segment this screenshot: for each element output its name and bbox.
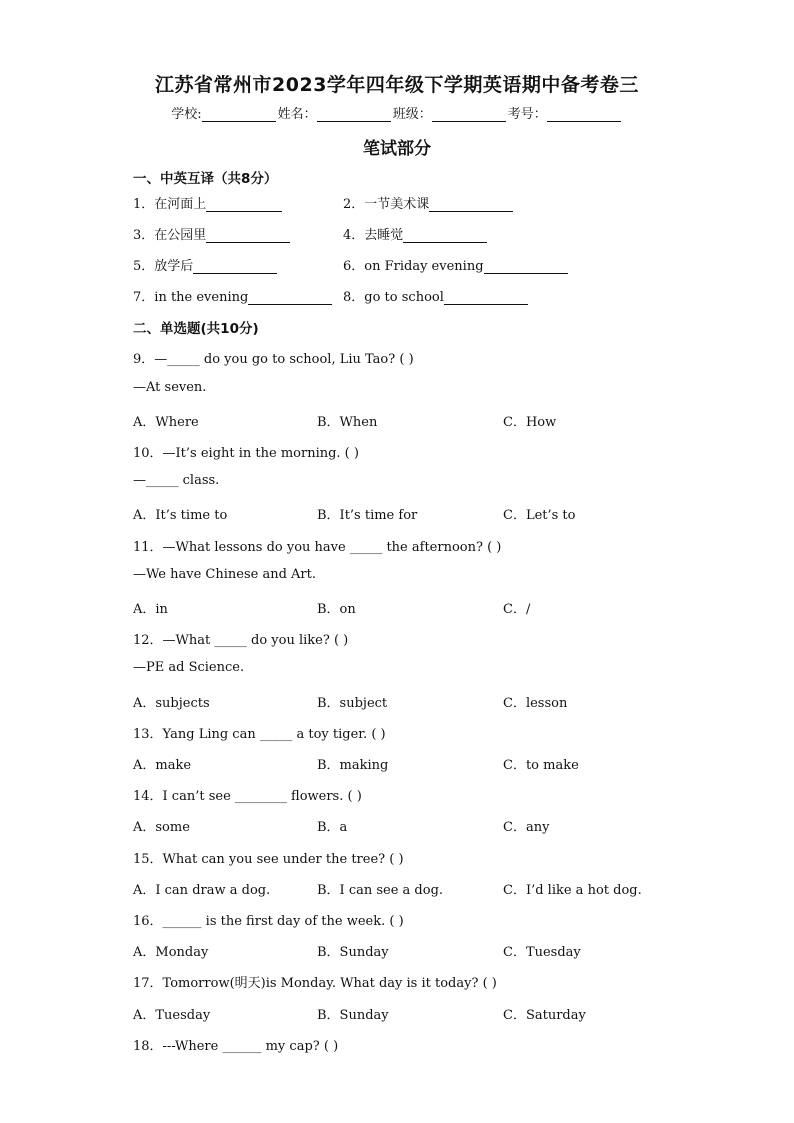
question-11-answer-line: —We have Chinese and Art.: [133, 567, 316, 582]
name-blank[interactable]: [317, 107, 391, 122]
q17-option-b[interactable]: B．Sunday: [317, 1008, 389, 1023]
answer-blank[interactable]: [206, 198, 282, 212]
answer-blank[interactable]: [248, 291, 332, 305]
student-info-line: [0, 103, 794, 122]
q13-option-a[interactable]: A．make: [133, 758, 192, 773]
q11-option-a[interactable]: A．in: [133, 602, 168, 617]
q17-option-c[interactable]: C．Saturday: [503, 1008, 586, 1023]
question-10: 10．—It’s eight in the morning. ( ): [133, 446, 359, 461]
question-16: 16．______ is the first day of the week. ( ): [133, 914, 404, 929]
translate-item-2: 2．一节美术课: [343, 193, 513, 212]
q15-option-a[interactable]: A．I can draw a dog.: [133, 883, 271, 898]
question-12-answer-line: —PE ad Science.: [133, 660, 245, 675]
question-9: 9．—_____ do you go to school, Liu Tao? ( ): [133, 352, 414, 367]
q16-option-b[interactable]: B．Sunday: [317, 945, 389, 960]
q9-option-a[interactable]: A．Where: [133, 415, 199, 430]
translate-item-3: 3．在公园里: [133, 224, 290, 243]
q12-option-a[interactable]: A．subjects: [133, 696, 210, 711]
question-14: 14．I can’t see ________ flowers. ( ): [133, 789, 362, 804]
translate-item-7: 7．in the evening: [133, 286, 332, 305]
answer-blank[interactable]: [484, 260, 568, 274]
question-12: 12．—What _____ do you like? ( ): [133, 633, 349, 648]
q15-option-b[interactable]: B．I can see a dog.: [317, 883, 444, 898]
answer-blank[interactable]: [444, 291, 528, 305]
q15-option-c[interactable]: C．I’d like a hot dog.: [503, 883, 642, 898]
translate-item-6: 6．on Friday evening: [343, 255, 568, 274]
answer-blank[interactable]: [206, 229, 290, 243]
question-9-answer-line: —At seven.: [133, 380, 207, 395]
q10-option-a[interactable]: A．It’s time to: [133, 508, 228, 523]
translate-item-8: 8．go to school: [343, 286, 528, 305]
q13-option-c[interactable]: C．to make: [503, 758, 579, 773]
q11-option-b[interactable]: B．on: [317, 602, 356, 617]
q10-option-c[interactable]: C．Let’s to: [503, 508, 576, 523]
number-label: 考号：: [507, 107, 547, 122]
number-blank[interactable]: [547, 107, 621, 122]
q9-option-b[interactable]: B．When: [317, 415, 378, 430]
question-18: 18．---Where ______ my cap? ( ): [133, 1039, 339, 1054]
q14-option-b[interactable]: B．a: [317, 820, 348, 835]
section2-heading: 二、单选题(共10分): [133, 321, 259, 337]
q16-option-a[interactable]: A．Monday: [133, 945, 209, 960]
q12-option-b[interactable]: B．subject: [317, 696, 388, 711]
q10-option-b[interactable]: B．It’s time for: [317, 508, 418, 523]
translate-item-1: 1．在河面上: [133, 193, 282, 212]
translate-item-4: 4．去睡觉: [343, 224, 487, 243]
q16-option-c[interactable]: C．Tuesday: [503, 945, 581, 960]
question-13: 13．Yang Ling can _____ a toy tiger. ( ): [133, 727, 386, 742]
q9-option-c[interactable]: C．How: [503, 415, 557, 430]
q12-option-c[interactable]: C．lesson: [503, 696, 568, 711]
school-blank[interactable]: [202, 107, 276, 122]
question-11: 11．—What lessons do you have _____ the afternoon? ( ): [133, 540, 502, 555]
q14-option-a[interactable]: A．some: [133, 820, 190, 835]
name-label: 姓名：: [277, 107, 317, 122]
class-blank[interactable]: [432, 107, 506, 122]
question-17: 17．Tomorrow(明天)is Monday. What day is it today? ( ): [133, 976, 497, 991]
section-subtitle: 笔试部分: [363, 139, 431, 159]
question-10-answer-line: —_____ class.: [133, 473, 220, 488]
q17-option-a[interactable]: A．Tuesday: [133, 1008, 211, 1023]
school-label: 学校:: [171, 107, 202, 122]
question-15: 15．What can you see under the tree? ( ): [133, 852, 404, 867]
q14-option-c[interactable]: C．any: [503, 820, 550, 835]
answer-blank[interactable]: [193, 260, 277, 274]
class-label: 班级：: [392, 107, 432, 122]
translate-item-5: 5．放学后: [133, 255, 277, 274]
answer-blank[interactable]: [429, 198, 513, 212]
answer-blank[interactable]: [403, 229, 487, 243]
exam-title: 江苏省常州市2023学年四年级下学期英语期中备考卷三: [155, 74, 639, 96]
section1-heading: 一、中英互译（共8分）: [133, 171, 278, 187]
q11-option-c[interactable]: C．/: [503, 602, 531, 617]
q13-option-b[interactable]: B．making: [317, 758, 389, 773]
